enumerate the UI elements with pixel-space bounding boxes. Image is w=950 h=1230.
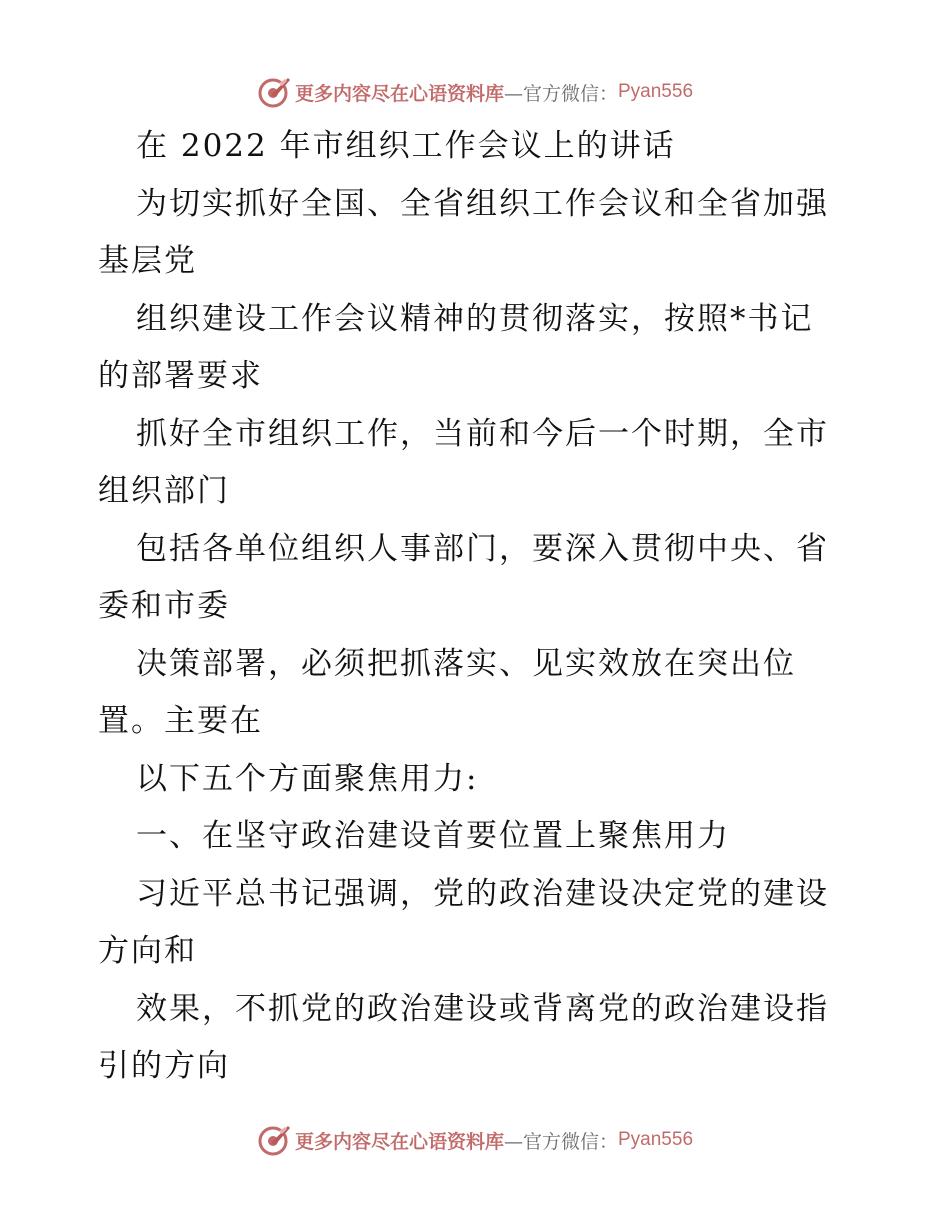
text-line: 决策部署，必须把抓落实、见实效放在突出位 (136, 645, 796, 682)
document-title: 在 2022 年市组织工作会议上的讲话 (136, 128, 676, 164)
watermark-separator: —官方微信： (503, 1130, 618, 1153)
watermark-wechat-id: Pyan556 (618, 81, 694, 102)
text-line: 效果，不抓党的政治建设或背离党的政治建设指 (136, 990, 829, 1027)
text-line: 为切实抓好全国、全省组织工作会议和全省加强 (136, 185, 829, 222)
text-line: 组织建设工作会议精神的贯彻落实，按照*书记 (136, 300, 814, 337)
text-line: 基层党 (98, 243, 197, 279)
watermark-wechat-id: Pyan556 (618, 1129, 694, 1150)
watermark-separator: —官方微信： (503, 82, 618, 105)
text-line: 抓好全市组织工作，当前和今后一个时期，全市 (136, 415, 829, 452)
watermark-main-text: 更多内容尽在心语资料库 (294, 1130, 504, 1153)
text-line: 组织部门 (98, 473, 230, 509)
text-line: 以下五个方面聚焦用力: (136, 760, 479, 797)
text-line: 委和市委 (98, 588, 230, 624)
watermark-main-text: 更多内容尽在心语资料库 (294, 82, 504, 105)
watermark-header (0, 72, 950, 112)
text-line: 引的方向 (98, 1048, 230, 1084)
text-line: 包括各单位组织人事部门，要深入贯彻中央、省 (136, 530, 829, 567)
text-line: 习近平总书记强调，党的政治建设决定党的建设 (136, 875, 829, 912)
quill-logo-icon (257, 75, 291, 109)
text-line: 方向和 (98, 933, 197, 969)
quill-logo-icon (257, 1123, 291, 1157)
section-heading: 一、在坚守政治建设首要位置上聚焦用力 (136, 818, 730, 854)
watermark-footer (0, 1120, 950, 1160)
text-line: 置。主要在 (98, 703, 263, 739)
text-line: 的部署要求 (98, 358, 263, 394)
document-body (98, 118, 868, 1096)
